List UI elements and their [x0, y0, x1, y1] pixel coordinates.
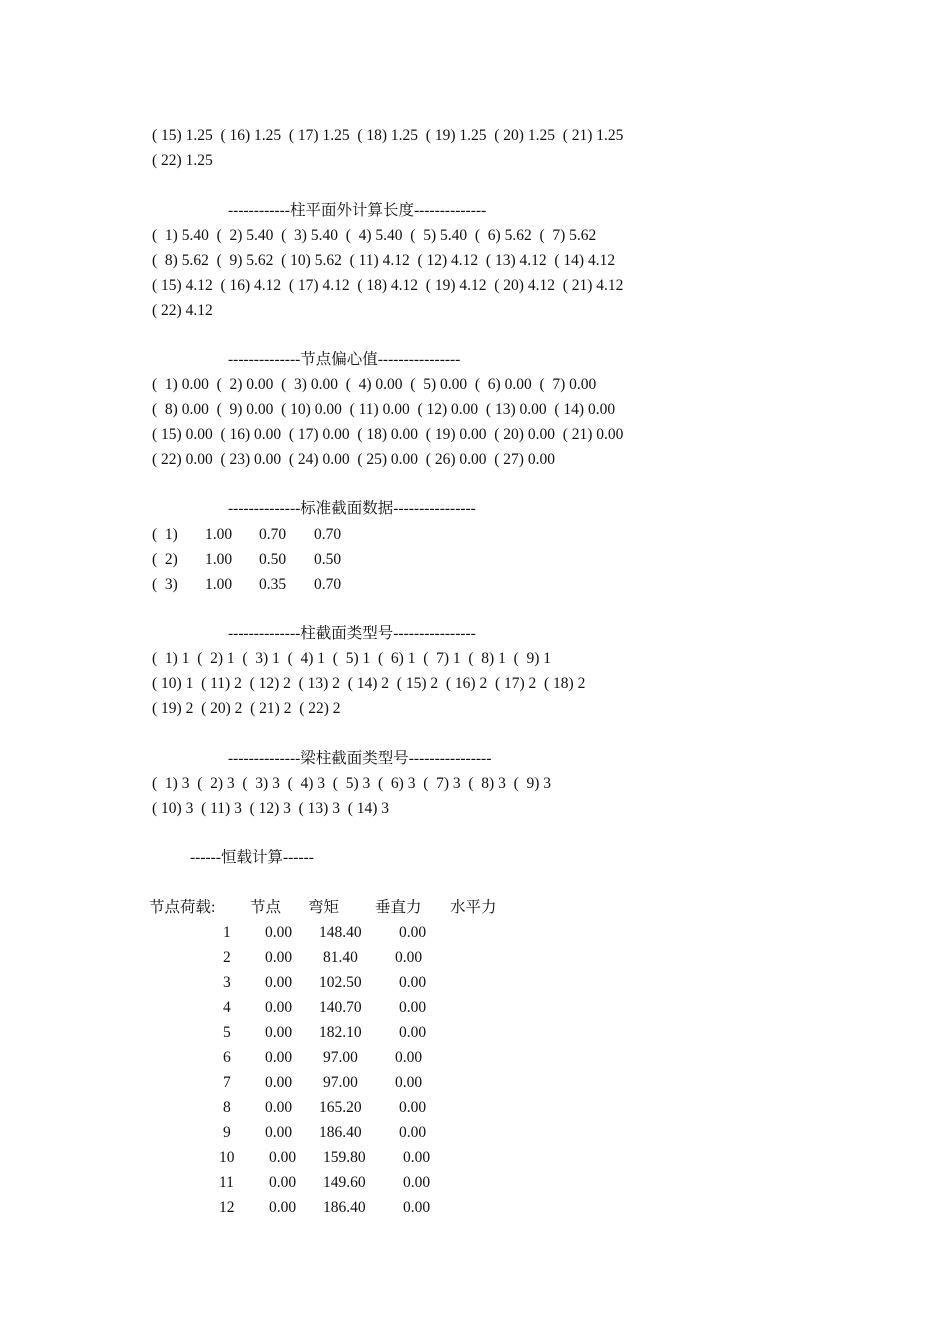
vertical-force-value: 165.20 [319, 1099, 362, 1116]
moment-value: 0.00 [265, 924, 293, 941]
text-line: ( 10) 1 ( 11) 2 ( 12) 2 ( 13) 2 ( 14) 2 ( 15) 2 ( 16) 2 ( 17) 2 ( 18) 2 [152, 675, 586, 692]
text-line: ( 22) 1.25 [152, 152, 213, 169]
moment-value: 0.00 [269, 1199, 297, 1216]
vertical-force-value: 182.10 [319, 1024, 362, 1041]
text-line: ( 10) 3 ( 11) 3 ( 12) 3 ( 13) 3 ( 14) 3 [152, 800, 390, 817]
column-header: 弯矩 [308, 899, 340, 916]
moment-value: 0.00 [269, 1149, 297, 1166]
section-header: --------------柱截面类型号---------------- [228, 625, 476, 642]
vertical-force-value: 140.70 [319, 999, 362, 1016]
moment-value: 0.00 [265, 974, 293, 991]
text-line: ( 1) 0.00 ( 2) 0.00 ( 3) 0.00 ( 4) 0.00 ( 5) 0.00 ( 6) 0.00 ( 7) 0.00 [152, 376, 597, 393]
table-label: 节点荷载: [149, 899, 216, 916]
horizontal-force-value: 0.00 [399, 974, 427, 991]
vertical-force-value: 186.40 [323, 1199, 366, 1216]
dead-load-title: ------恒载计算------ [190, 849, 314, 866]
vertical-force-value: 97.00 [323, 1049, 358, 1066]
horizontal-force-value: 0.00 [399, 1124, 427, 1141]
section-value: 0.50 [259, 551, 287, 568]
text-line: ( 1) 5.40 ( 2) 5.40 ( 3) 5.40 ( 4) 5.40 ( 5) 5.40 ( 6) 5.62 ( 7) 5.62 [152, 227, 597, 244]
section-id: ( 3) [152, 576, 178, 593]
section-id: ( 2) [152, 551, 178, 568]
horizontal-force-value: 0.00 [395, 949, 423, 966]
horizontal-force-value: 0.00 [403, 1199, 431, 1216]
text-line: ( 15) 4.12 ( 16) 4.12 ( 17) 4.12 ( 18) 4.12 ( 19) 4.12 ( 20) 4.12 ( 21) 4.12 [152, 277, 624, 294]
horizontal-force-value: 0.00 [399, 1099, 427, 1116]
section-id: ( 1) [152, 526, 178, 543]
node-number: 2 [223, 949, 231, 966]
moment-value: 0.00 [265, 949, 293, 966]
text-line: ( 19) 2 ( 20) 2 ( 21) 2 ( 22) 2 [152, 700, 341, 717]
moment-value: 0.00 [269, 1174, 297, 1191]
vertical-force-value: 186.40 [319, 1124, 362, 1141]
moment-value: 0.00 [265, 999, 293, 1016]
section-value: 0.35 [259, 576, 287, 593]
node-number: 12 [219, 1199, 235, 1216]
section-value: 1.00 [205, 576, 233, 593]
section-value: 0.70 [314, 576, 342, 593]
text-line: ( 15) 0.00 ( 16) 0.00 ( 17) 0.00 ( 18) 0.00 ( 19) 0.00 ( 20) 0.00 ( 21) 0.00 [152, 426, 624, 443]
horizontal-force-value: 0.00 [395, 1049, 423, 1066]
vertical-force-value: 102.50 [319, 974, 362, 991]
node-number: 10 [219, 1149, 235, 1166]
moment-value: 0.00 [265, 1024, 293, 1041]
text-line: ( 8) 5.62 ( 9) 5.62 ( 10) 5.62 ( 11) 4.12 ( 12) 4.12 ( 13) 4.12 ( 14) 4.12 [152, 252, 616, 269]
column-header: 节点 [250, 899, 282, 916]
horizontal-force-value: 0.00 [403, 1174, 431, 1191]
node-number: 9 [223, 1124, 231, 1141]
node-number: 11 [219, 1174, 234, 1191]
section-value: 1.00 [205, 526, 233, 543]
horizontal-force-value: 0.00 [399, 1024, 427, 1041]
node-number: 3 [223, 974, 231, 991]
vertical-force-value: 159.80 [323, 1149, 366, 1166]
moment-value: 0.00 [265, 1099, 293, 1116]
section-value: 0.50 [314, 551, 342, 568]
moment-value: 0.00 [265, 1074, 293, 1091]
text-line: ( 22) 4.12 [152, 302, 213, 319]
text-line: ( 15) 1.25 ( 16) 1.25 ( 17) 1.25 ( 18) 1.25 ( 19) 1.25 ( 20) 1.25 ( 21) 1.25 [152, 127, 624, 144]
vertical-force-value: 148.40 [319, 924, 362, 941]
text-line: ( 22) 0.00 ( 23) 0.00 ( 24) 0.00 ( 25) 0.00 ( 26) 0.00 ( 27) 0.00 [152, 451, 555, 468]
horizontal-force-value: 0.00 [403, 1149, 431, 1166]
node-number: 5 [223, 1024, 231, 1041]
node-number: 6 [223, 1049, 231, 1066]
node-number: 4 [223, 999, 231, 1016]
moment-value: 0.00 [265, 1124, 293, 1141]
column-header: 垂直力 [375, 899, 422, 916]
section-header: --------------梁柱截面类型号---------------- [228, 750, 492, 767]
section-header: ------------柱平面外计算长度-------------- [228, 202, 487, 219]
node-number: 1 [223, 924, 231, 941]
section-header: --------------节点偏心值---------------- [228, 351, 461, 368]
horizontal-force-value: 0.00 [399, 924, 427, 941]
section-value: 0.70 [314, 526, 342, 543]
vertical-force-value: 97.00 [323, 1074, 358, 1091]
vertical-force-value: 149.60 [323, 1174, 366, 1191]
column-header: 水平力 [450, 899, 497, 916]
text-line: ( 1) 3 ( 2) 3 ( 3) 3 ( 4) 3 ( 5) 3 ( 6) 3 ( 7) 3 ( 8) 3 ( 9) 3 [152, 775, 552, 792]
text-line: ( 8) 0.00 ( 9) 0.00 ( 10) 0.00 ( 11) 0.00 ( 12) 0.00 ( 13) 0.00 ( 14) 0.00 [152, 401, 616, 418]
section-value: 1.00 [205, 551, 233, 568]
horizontal-force-value: 0.00 [395, 1074, 423, 1091]
text-line: ( 1) 1 ( 2) 1 ( 3) 1 ( 4) 1 ( 5) 1 ( 6) 1 ( 7) 1 ( 8) 1 ( 9) 1 [152, 650, 552, 667]
vertical-force-value: 81.40 [323, 949, 358, 966]
node-number: 8 [223, 1099, 231, 1116]
moment-value: 0.00 [265, 1049, 293, 1066]
section-value: 0.70 [259, 526, 287, 543]
horizontal-force-value: 0.00 [399, 999, 427, 1016]
node-number: 7 [223, 1074, 231, 1091]
section-header: --------------标准截面数据---------------- [228, 500, 476, 517]
